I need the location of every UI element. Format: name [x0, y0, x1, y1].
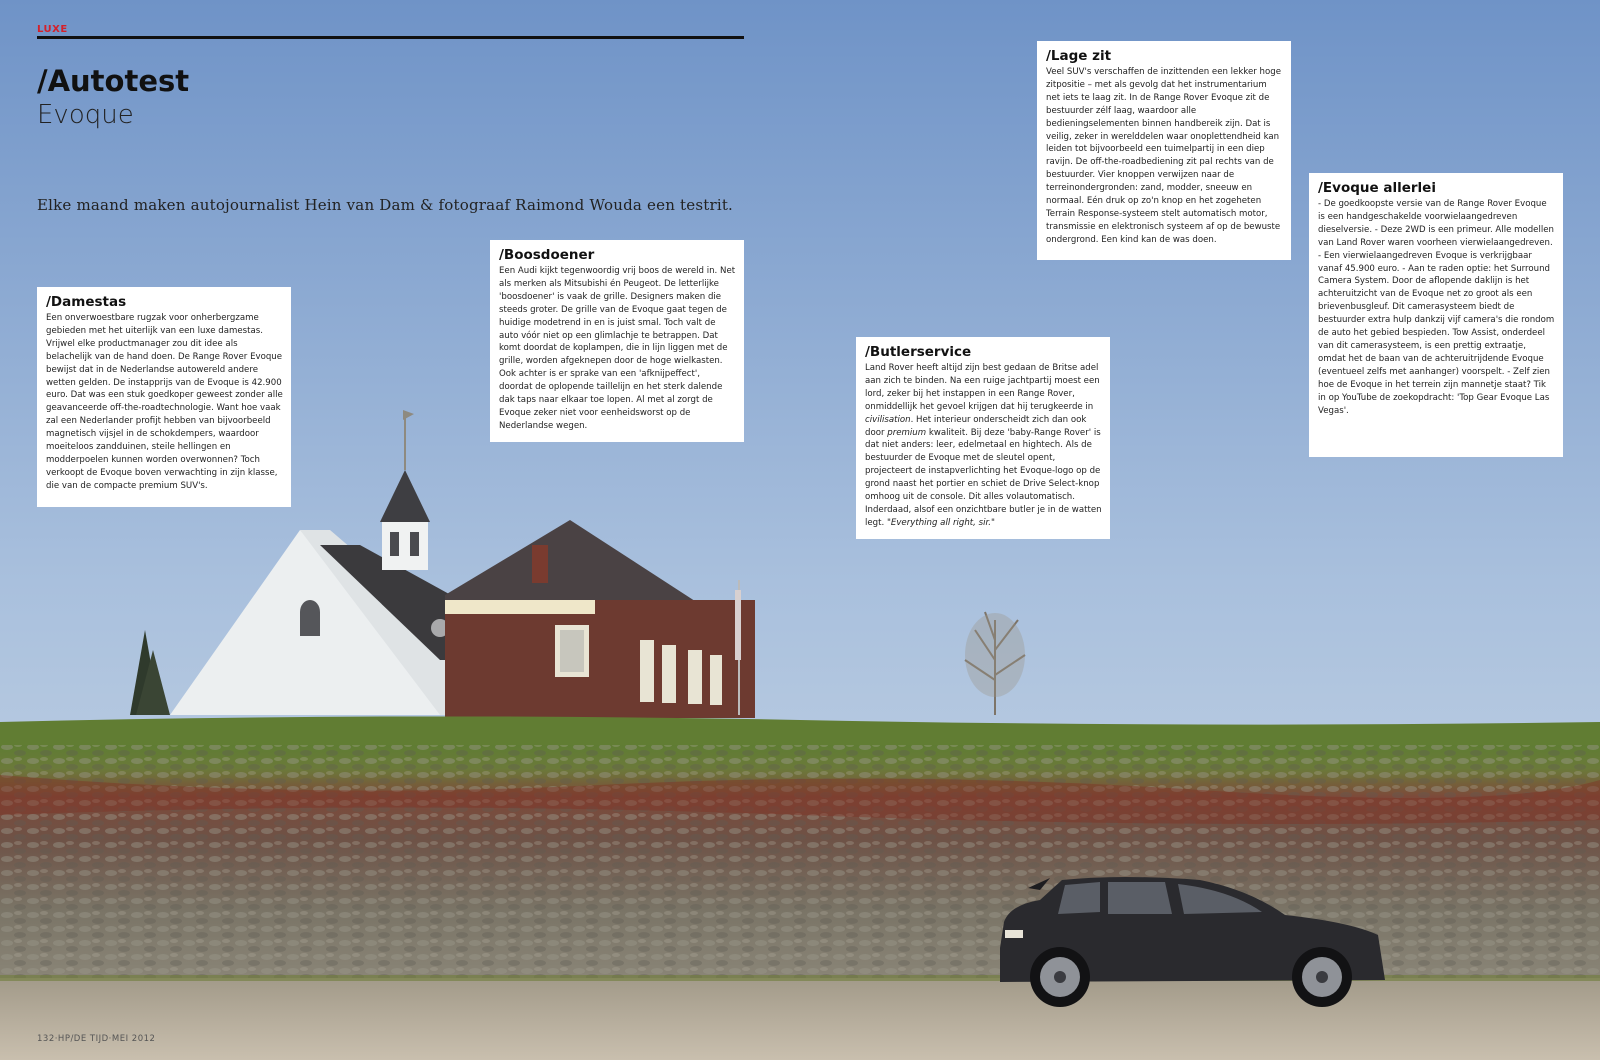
- page-subtitle: Evoque: [37, 100, 134, 130]
- intro-text: Elke maand maken autojournalist Hein van Dam & fotograaf Raimond Wouda een testrit.: [37, 196, 734, 214]
- header-rule: [37, 36, 744, 39]
- text-emphasis: civilisation: [865, 414, 911, 425]
- section-tag: LUXE: [37, 24, 68, 35]
- box-body: [865, 362, 1102, 530]
- box-damestas: [37, 287, 291, 507]
- page-folio: 132·HP/DE TIJD·MEI 2012: [37, 1034, 156, 1044]
- box-heading: /Lage zit: [1046, 48, 1112, 64]
- text-emphasis: premium: [887, 427, 927, 438]
- road: [0, 978, 1600, 1060]
- text-run: kwaliteit. Bij deze 'baby-Range Rover' is dat niet anders: leer, edelmetaal en hightech. Als de bestuurder de Evoque met de sleutel opent, projecteert de instapverlichting het Evoque-logo op de grond naast het portier en schiet de Drive Select-knop omhoog uit de console. Dit alles volautomatisch. Inderdaad, alsof een onzichtbare butler je in de watten legt.: [865, 427, 1102, 528]
- box-boosdoener: [490, 240, 744, 442]
- box-heading: /Evoque allerlei: [1318, 180, 1436, 196]
- box-body: Een Audi kijkt tegenwoordig vrij boos de wereld in. Net als merken als Mitsubishi én Peugeot. De letterlijke 'boosdoener' is vaak de grille. Designers maken die steeds groter. De grille van de Evoque gaat tegen de huidige modetrend in en is juist smal. Toch valt de auto vóór niet op een glimlachje te betrappen. Dat komt doordat de koplampen, die in lijn liggen met de grille, worden afgeknepen door de hoge wielkasten. Ook achter is er sprake van een 'afknijpeffect', doordat de oplopende taillelijn en het sterk dalende dak taps naar elkaar toe lopen. Al met al zorgt de Evoque zeker niet voor eenheidsworst op de Nederlandse wegen.: [499, 266, 736, 431]
- text-emphasis: "Everything all right, sir.": [886, 517, 995, 528]
- box-lage-zit: [1037, 41, 1291, 260]
- box-body: Een onverwoestbare rugzak voor onherbergzame gebieden met het uiterlijk van een luxe damestas. Vrijwel elke productmanager zou dit idee als belachelijk van de hand doen. De Range Rover Evoque bewijst dat in de Nederlandse autowereld andere wetten gelden. De instapprijs van de Evoque is 42.900 euro. Dat was een stuk goedkoper geweest zonder alle geavanceerde off-the-roadtechnologie. Want hoe vaak zal een Nederlander profijt hebben van bijvoorbeeld magnetisch vijsjel in de schokdempers, waardoor moeiteloos zandduinen, steile hellingen en modderpoelen kunnen worden overwonnen? Toch verkoopt de Evoque boven verwachting in zijn klasse, die van de compacte premium SUV's.: [46, 313, 283, 491]
- box-heading: /Butlerservice: [865, 344, 972, 360]
- box-body: Veel SUV's verschaffen de inzittenden een lekker hoge zitpositie – met als gevolg dat het instrumentarium net iets te laag zit. In de Range Rover Evoque zit de bestuurder zélf laag, waardoor alle bedieningselementen binnen handbereik zijn. Dat is veilig, zeker in werelddelen waar onoplettendheid kan leiden tot bijvoorbeeld een tuimelpartij in een diep ravijn. De off-the-roadbediening zit pal rechts van de bestuurder. Vier knoppen verwijzen naar de terreinondergronden: zand, modder, sneeuw en normaal. Eén druk op zo'n knop en het zogeheten Terrain Response-systeem stelt automatisch motor, transmissie en elektronisch systeem af op de bewuste ondergrond. Een kind kan de was doen.: [1046, 67, 1281, 245]
- box-heading: /Boosdoener: [499, 247, 595, 263]
- text-run: . Het interieur onderscheidt zich dan ook door: [865, 414, 1087, 438]
- box-butlerservice: [856, 337, 1110, 539]
- box-evoque-allerlei: [1309, 173, 1563, 457]
- text-run: Land Rover heeft altijd zijn best gedaan de Britse adel aan zich te binden. Na een ruige jachtpartij moest een lord, zeker bij het instappen in een Range Rover, onmiddellijk het gevoel krijgen dat hij terugkeerde in: [865, 363, 1100, 412]
- box-heading: /Damestas: [46, 294, 127, 310]
- box-body: - De goedkoopste versie van de Range Rover Evoque is een handgeschakelde voorwielaangedreven dieselversie. - Deze 2WD is een primeur. Alle modellen van Land Rover waren voorheen vierwielaangedreven. - Een vierwielaangedreven Evoque is verkrijgbaar vanaf 45.900 euro. - Aan te raden optie: het Surround Camera System. Door de aflopende daklijn is het achteruitzicht van de Evoque net zo groot als een brievenbusgleuf. Dit camerasysteem biedt de bestuurder extra hulp dankzij vijf camera's die rondom de auto het gebied bespieden. Tow Assist, onderdeel van dit camerasysteem, is een prettig extraatje, omdat het de baan van de achteruitrijdende Evoque (eventueel zelfs met aanhanger) voorspelt. - Zelf zien hoe de Evoque in het terrein zijn mannetje staat? Tik in op YouTube de zoekopdracht: 'Top Gear Evoque Las Vegas'.: [1318, 199, 1555, 416]
- page-title: /Autotest: [37, 64, 190, 98]
